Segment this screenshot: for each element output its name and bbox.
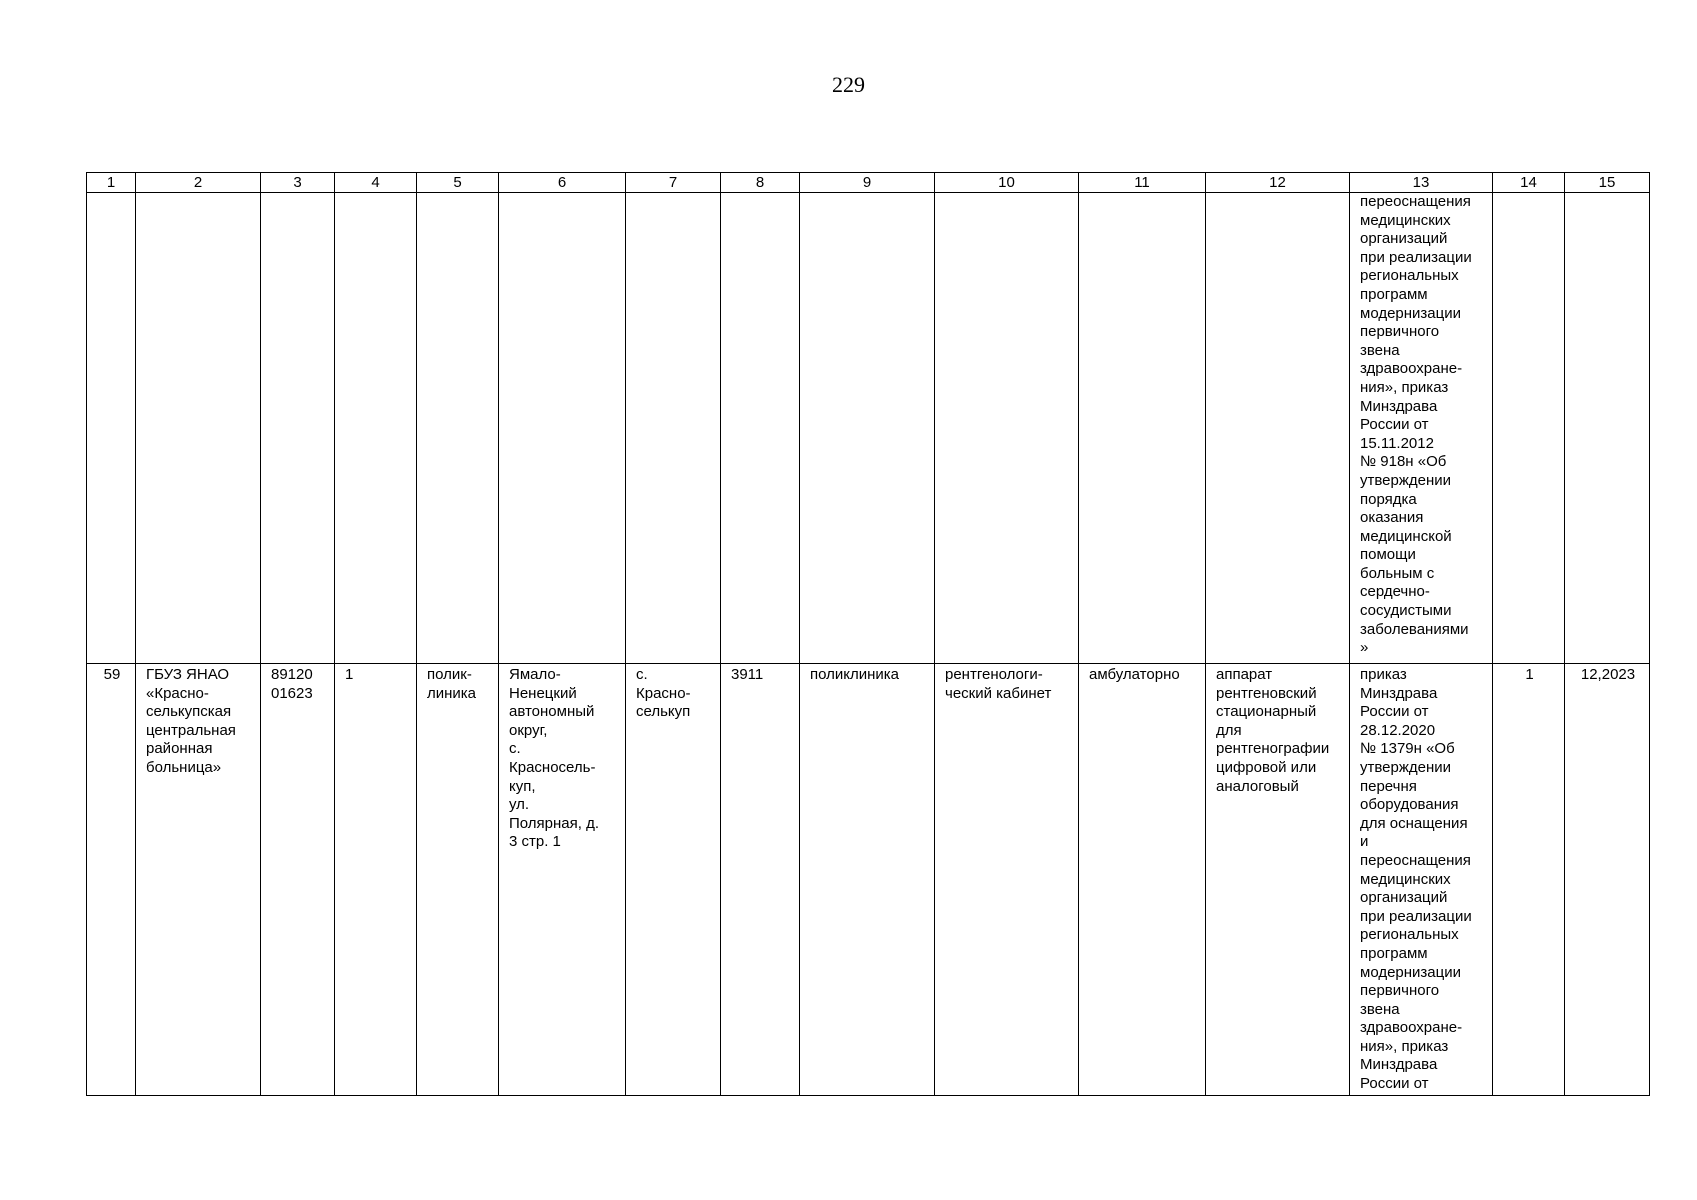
quantity: 1 [1525,666,1534,683]
quantity-cell [1493,664,1565,1096]
column-header: 3 [261,173,335,193]
table-cell [1493,193,1565,664]
table-row-continuation [87,193,1650,664]
settlement-cell [626,664,721,1096]
table-cell [87,193,136,664]
date-cell [1565,664,1650,1096]
normative-basis-text: переоснащения медицинских организаций при реализации региональных программ модернизации первичного звена здравоохране- ния», приказ Минздрава России от 15.11.2012 № 918н «Об утверждении порядка оказания медицинской помощи больным с сердечно- сосудистыми заболеваниями » [1360,193,1472,657]
equipment-name: аппарат рентгеновский стационарный для рентгенографии цифровой или аналоговый [1216,666,1330,795]
row-number: 59 [103,666,121,683]
column-header: 14 [1493,173,1565,193]
column-header: 5 [417,173,499,193]
table-cell [136,193,261,664]
column-header: 12 [1206,173,1350,193]
table-cell [499,193,626,664]
facility-type-cell [417,664,499,1096]
table-cell [1079,193,1206,664]
column-header: 9 [800,173,935,193]
settlement: с. Красно- селькуп [636,666,691,721]
facility-type: полик- линика [427,666,477,702]
col4-value: 1 [345,666,354,683]
row-number-cell [87,664,136,1096]
unit-cell [800,664,935,1096]
column-header: 4 [335,173,417,193]
equipment-table [86,172,1650,1096]
column-header: 15 [1565,173,1650,193]
delivery-date: 12,2023 [1580,666,1636,683]
equipment-cell [1206,664,1350,1096]
inn-value: 89120 01623 [271,666,313,702]
table-cell [721,193,800,664]
table-cell [1206,193,1350,664]
cabinet-name: рентгенологи- ческий кабинет [945,666,1052,702]
table-cell [800,193,935,664]
column-header: 8 [721,173,800,193]
column-header: 1 [87,173,136,193]
inn-cell [261,664,335,1096]
care-form: амбулаторно [1089,666,1180,683]
table-row-59 [87,664,1650,1096]
table-cell [935,193,1079,664]
unit-name: поликлиника [810,666,900,683]
column-header: 11 [1079,173,1206,193]
page-number: 229 [832,72,865,97]
table-cell [335,193,417,664]
column-header: 13 [1350,173,1493,193]
table-cell [1565,193,1650,664]
care-form-cell [1079,664,1206,1096]
cabinet-cell [935,664,1079,1096]
column-number-row [87,173,1650,193]
table-cell [417,193,499,664]
column-header: 2 [136,173,261,193]
column-header: 6 [499,173,626,193]
organization-cell [136,664,261,1096]
normative-basis-cell [1350,193,1493,664]
table-cell [261,193,335,664]
normative-basis-cell [1350,664,1493,1096]
address: Ямало- Ненецкий автономный округ, с. Красносель- куп, ул. Полярная, д. 3 стр. 1 [509,666,600,851]
code-cell [721,664,800,1096]
normative-basis-text: приказ Минздрава России от 28.12.2020 № 1379н «Об утверждении перечня оборудования для оснащения и переоснащения медицинских организаций при реализации региональных программ модернизации первичного звена здравоохране- ния», приказ Минздрава России от [1360,666,1472,1093]
table-cell [626,193,721,664]
code-value: 3911 [731,666,764,683]
column-header: 10 [935,173,1079,193]
column-header: 7 [626,173,721,193]
address-cell [499,664,626,1096]
col4-cell [335,664,417,1096]
organization-name: ГБУЗ ЯНАО «Красно- селькупская центральная районная больница» [146,666,236,776]
